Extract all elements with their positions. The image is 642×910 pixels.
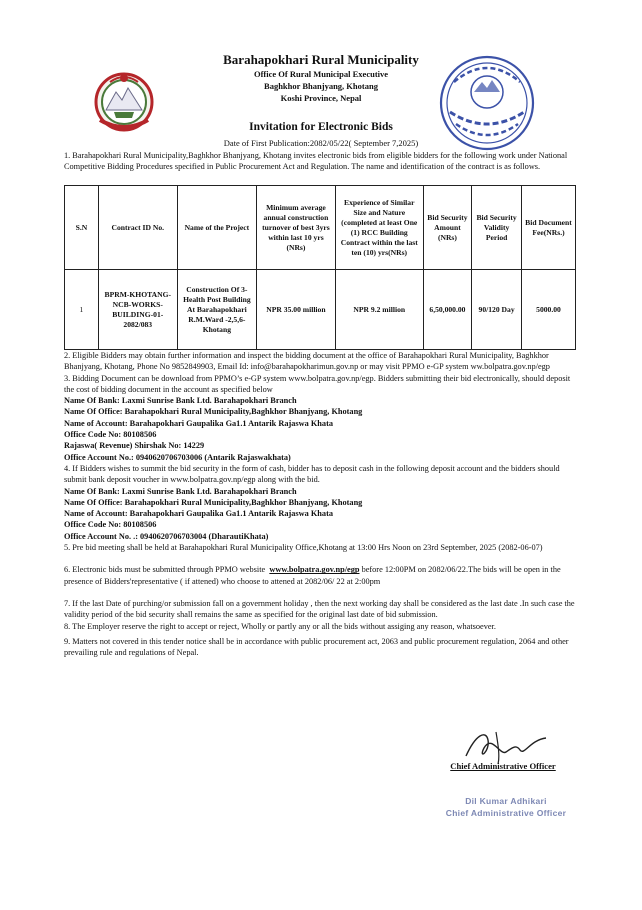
signatory-title: Chief Administrative Officer — [450, 761, 556, 771]
clause-2: 2. Eligible Bidders may obtain further information and inspect the bidding document at the office of Barahapokhari Rural Municipality, Baghkhor Bhanjyang, Khotang, Phone No 9852849903, Email Id: info@barahapokharimun.gov.np or may visit PPMO e-GP system ww.bolpatra.gov.np/egp — [64, 351, 550, 372]
bank2-office: Name Of Office: Barahapokhari Rural Municipality,Baghkhor Bhanjyang, Khotang — [64, 497, 363, 507]
bank1-revenue-head: Rajaswa( Revenue) Shirshak No: 14229 — [64, 441, 205, 451]
officer-role: Chief Administrative Officer — [445, 808, 567, 818]
officer-seal — [440, 795, 572, 819]
cell-bid-security: 6,50,000.00 — [423, 270, 472, 350]
cell-experience: NPR 9.2 million — [335, 270, 423, 350]
clause-6-start: 6. Electronic bids must be submitted through PPMO website — [64, 565, 266, 575]
col-validity: Bid Security Validity Period — [472, 186, 522, 270]
col-sn: S.N — [65, 186, 99, 270]
cell-document-fee: 5000.00 — [521, 270, 575, 350]
bank2-account-name: Name of Account: Barahapokhari Gaupalika Ga1.1 Antarik Rajaswa Khata — [64, 509, 333, 519]
signature-icon — [456, 726, 556, 766]
letterhead — [0, 52, 642, 104]
officer-name: Dil Kumar Adhikari — [465, 796, 547, 806]
intro-paragraph: 1. Barahapokhari Rural Municipality,Baghkhor Bhanjyang, Khotang invites electronic bids from eligible bidders for the following work under National Competitive Bidding Procedures specified in Public Procurement Act and Regulation. The name and identification of the contract is as follows. — [64, 151, 568, 171]
table-header-row — [65, 186, 576, 270]
col-bid-security: Bid Security Amount (NRs) — [423, 186, 472, 270]
egp-link[interactable]: www.bolpatra.gov.np/egp — [269, 565, 360, 575]
cell-turnover: NPR 35.00 million — [257, 270, 336, 350]
bank2-account-no: Office Account No. .: 0940620706703004 (DharautiKhata) — [64, 531, 269, 541]
bank1-office: Name Of Office: Barahapokhari Rural Municipality,Baghkhor Bhanjyang, Khotang — [64, 407, 363, 417]
bank2-name: Name Of Bank: Laxmi Sunrise Bank Ltd. Barahapokhari Branch — [64, 486, 297, 496]
cell-project-name: Construction Of 3-Health Post Building At Barahapokhari R.M.Ward -2,5,6-Khotang — [177, 270, 256, 350]
col-project-name: Name of the Project — [177, 186, 256, 270]
clause-5: 5. Pre bid meeting shall be held at Barahapokhari Rural Municipality Office,Khotang at 13:00 Hrs Noon on 23rd September, 2025 (2082-06-07) — [64, 543, 543, 553]
publication-date: Date of First Publication:2082/05/22( September 7,2025) — [223, 138, 419, 148]
table-row — [65, 270, 576, 350]
bank1-name: Name Of Bank: Laxmi Sunrise Bank Ltd. Barahapokhari Branch — [64, 396, 297, 406]
clause-4: 4. If Bidders wishes to summit the bid security in the form of cash, bidder has to deposit cash in the following deposit account and the bidders should submit bank deposit voucher in www.bolpatra.gov.np/egp along with the bid. — [64, 463, 560, 485]
province: Koshi Province, Nepal — [280, 93, 362, 103]
cell-contract-id: BPRM-KHOTANG-NCB-WORKS-BUILDING-01-2082/083 — [98, 270, 177, 350]
clause-7: 7. If the last Date of purching/or submission fall on a government holiday , then the next working day shall be considered as the last date .In such case the validity period of the bid security shall remains the same as specified for the original last date of bid submission. — [64, 598, 575, 620]
notice-title: Invitation for Electronic Bids — [249, 121, 393, 133]
bank1-account-name: Name of Account: Barahapokhari Gaupalika Ga1.1 Antarik Rajaswa Khata — [64, 418, 333, 428]
notice-body — [64, 350, 582, 658]
clause-6-end: before 12:00PM on 2082/06/22.The bids will be open in the presence of Bidders'representative ( if attened) who choose to attened at 2082/06/ 22 at 2:00pm — [64, 565, 561, 586]
col-contract-id: Contract ID No. — [98, 186, 177, 270]
clause-3: 3. Bidding Document can be download from PPMO’s e-GP system www.bolpatra.gov.np/egp. Bidders submitting their bid electronically, should deposit the cost of bidding document in the account as specified below — [64, 373, 571, 394]
contract-table — [64, 185, 576, 350]
col-experience: Experience of Similar Size and Nature (completed at least One (1) RCC Building Contract within the last ten (10) yrs(NRs) — [335, 186, 423, 270]
office-address: Baghkhor Bhanjyang, Khotang — [264, 81, 378, 91]
bank1-office-code: Office Code No: 80108506 — [64, 430, 157, 440]
clause-8: 8. The Employer reserve the right to accept or reject, Wholly or partly any or all the bids without assiging any reason, whatsoever. — [64, 621, 496, 631]
municipality-name: Barahapokhari Rural Municipality — [223, 52, 419, 67]
bank2-office-code: Office Code No: 80108506 — [64, 520, 157, 530]
clause-9: 9. Matters not covered in this tender notice shall be in accordance with public procurement act, 2063 and public procurement regulation, 2064 and other prevailing rule and regulations of Nepal. — [64, 636, 569, 658]
cell-sn: 1 — [65, 270, 99, 350]
bank1-account-no: Office Account No.: 0940620706703006 (Antarik Rajaswakhata) — [64, 452, 291, 462]
col-document-fee: Bid Document Fee(NRs.) — [521, 186, 575, 270]
col-turnover: Minimum average annual construction turnover of best 3yrs within last 10 yrs (NRs) — [257, 186, 336, 270]
clause-6 — [64, 564, 582, 587]
office-name: Office Of Rural Municipal Executive — [253, 69, 389, 79]
cell-validity: 90/120 Day — [472, 270, 522, 350]
